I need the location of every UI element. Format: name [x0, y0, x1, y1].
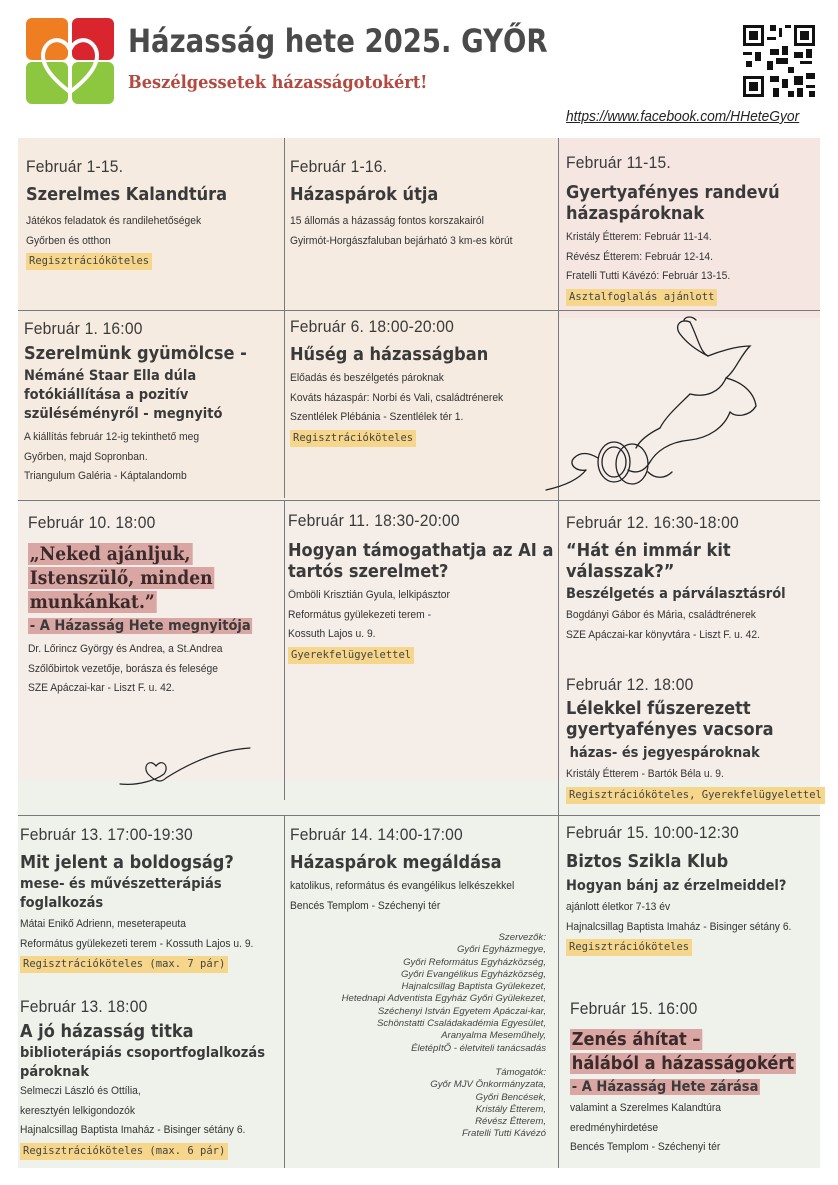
event-subtitle: Beszélgetés a párválasztásról [566, 586, 786, 602]
event-detail: Játékos feladatok és randilehetőségek [26, 215, 202, 227]
event-detail: Triangulum Galéria - Káptalandomb [24, 470, 187, 482]
event-detail: Református gyülekezeti terem - [288, 608, 432, 621]
dove-rings-illustration [540, 312, 800, 498]
event-date: Február 15. 16:00 [570, 999, 698, 1018]
event-title: hálából a házasságokért [571, 1053, 795, 1074]
event-title: Hűség a házasságban [290, 344, 489, 365]
page-subtitle: Beszélgessetek házasságotokért! [128, 72, 428, 93]
grid-line [284, 138, 285, 498]
event-date: Február 13. 18:00 [20, 997, 148, 1016]
event-detail: SZE Apáczai-kar könyvtára - Liszt F. u. 42. [566, 628, 760, 641]
event-date: Február 13. 17:00-19:30 [20, 825, 193, 844]
event-subtitle: biblioterápiás csoportfoglalkozás [20, 1045, 265, 1061]
event-card [20, 824, 274, 973]
event-subtitle: Némáné Staar Ella dúla [24, 368, 197, 384]
event-title: gyertyafényes vacsora [566, 719, 774, 740]
event-card [24, 318, 272, 487]
event-detail: eredményhirdetése [570, 1121, 659, 1134]
event-title: Hogyan támogathatja az AI a [288, 540, 554, 561]
event-card [290, 316, 522, 447]
event-detail: SZE Apáczai-kar - Liszt F. u. 42. [28, 682, 175, 694]
event-detail: Hajnalcsillag Baptista Imaház - Bisinger sétány 6. [20, 1124, 246, 1136]
event-detail: Hajnalcsillag Baptista Imaház - Bisinger sétány 6. [566, 920, 792, 933]
event-title: Házaspárok megáldása [290, 852, 502, 873]
facebook-link[interactable]: https://www.facebook.com/HHeteGyor [566, 108, 800, 125]
reservation-badge: Asztalfoglalás ajánlott [566, 289, 717, 306]
event-detail: Révész Étterem: Február 12-14. [566, 250, 714, 263]
heart-doodle-icon [118, 744, 258, 794]
event-detail: Mátai Enikő Adrienn, meseterapeuta [20, 918, 186, 930]
event-date: Február 12. 18:00 [566, 675, 694, 694]
event-detail: Bencés Templom - Széchenyi tér [290, 899, 441, 912]
organizer-item: Hajnalcsillag Baptista Gyülekezet, [401, 981, 546, 993]
event-detail: Kristály Étterem - Bartók Béla u. 9. [566, 768, 724, 780]
event-quote: „Neked ajánljuk, [29, 543, 191, 565]
event-date: Február 1. 16:00 [24, 319, 143, 338]
event-title: Gyertyafényes randevú [566, 182, 780, 203]
event-detail: 15 állomás a házasság fontos korszakairól [290, 215, 484, 227]
organizer-item: Győri Református Egyházközség, [403, 956, 546, 968]
organizers-block [286, 932, 546, 1141]
qr-code-icon [740, 22, 818, 100]
organizer-item: Győri Evangélikus Egyházközség, [400, 968, 546, 980]
registration-badge: Regisztrációköteles (max. 6 pár) [20, 1143, 228, 1160]
event-detail: Kristály Étterem: Február 11-14. [566, 231, 712, 243]
event-detail: Református gyülekezeti terem - Kossuth Lajos u. 9. [20, 937, 254, 950]
event-detail: Kossuth Lajos u. 9. [288, 628, 376, 640]
event-date: Február 15. 10:00-12:30 [566, 823, 739, 842]
grid-line [18, 500, 820, 501]
event-detail: Gyirmót-Horgászfaluban bejárható 3 km-es körút [290, 234, 513, 247]
event-detail: Szőlőbirtok vezetője, borásza és felesége [28, 662, 218, 675]
event-quote: munkánkat.” [29, 591, 155, 613]
supporter-item: Győr MJV Önkormányzata, [430, 1079, 546, 1091]
event-subtitle: mese- és művészetterápiás [20, 876, 222, 892]
event-title: tartós szerelmet? [288, 561, 449, 582]
childcare-badge: Gyerekfelügyelettel [288, 647, 414, 664]
event-title: válasszak?” [566, 561, 675, 582]
event-date: Február 6. 18:00-20:00 [290, 317, 455, 336]
event-detail: Ömböli Krisztián Gyula, lelkipásztor [288, 589, 450, 601]
event-card [566, 512, 810, 645]
event-subtitle: pároknak [20, 1064, 90, 1080]
event-detail: Bencés Templom - Széchenyi tér [570, 1141, 721, 1153]
event-title: Szerelmünk gyümölcse - [24, 343, 247, 364]
grid-line [18, 310, 820, 311]
registration-badge: Regisztrációköteles [566, 939, 692, 956]
supporter-item: Kristály Étterem, [475, 1103, 546, 1115]
event-date: Február 12. 16:30-18:00 [566, 513, 739, 532]
event-subtitle: fotókiállítása a pozitív [24, 387, 189, 403]
event-date: Február 11-15. [566, 153, 671, 172]
event-card [288, 510, 583, 664]
registration-badge: Regisztrációköteles, Gyerekfelügyelettel [566, 787, 825, 804]
registration-badge: Regisztrációköteles [290, 430, 416, 447]
event-subtitle: - A Házasság Hete zárása [571, 1079, 759, 1095]
supporter-item: Fratelli Tutti Kávézó [461, 1128, 546, 1140]
event-title: Biztos Szikla Klub [566, 851, 729, 872]
event-detail: Dr. Lőrincz György és Andrea, a St.Andrea [28, 643, 223, 655]
organizer-item: Hetednapi Adventista Egyház Győri Gyülekezet, [341, 993, 546, 1005]
grid-line [18, 815, 820, 816]
organizers-label: Szervezők: [498, 932, 546, 943]
event-detail: Kováts házaspár: Norbi és Vali, családtrénerek [290, 391, 504, 404]
event-subtitle: házas- és jegyespároknak [569, 745, 760, 761]
event-subtitle: Hogyan bánj az érzelmeiddel? [566, 878, 787, 894]
event-detail: Fratelli Tutti Kávézó: Február 13-15. [566, 270, 731, 282]
event-card [566, 822, 811, 956]
heart-logo-icon [26, 18, 114, 104]
organizer-item: Győri Egyházmegye, [456, 944, 546, 956]
event-card [28, 512, 277, 699]
event-title: Zenés áhítat – [571, 1029, 701, 1050]
event-detail: katolikus, református és evangélikus lelkészekkel [290, 880, 515, 892]
event-subtitle: szüléséményről - megnyitó [24, 406, 223, 422]
event-detail: Előadás és beszélgetés pároknak [290, 372, 444, 384]
event-card [566, 674, 825, 804]
event-date: Február 1-16. [290, 157, 388, 176]
event-card [20, 996, 292, 1160]
event-quote: Istenszülő, minden [29, 567, 213, 589]
event-card [570, 998, 821, 1158]
event-detail: Bogdányi Gábor és Mária, családtrénerek [566, 609, 756, 621]
event-title: házaspároknak [566, 203, 705, 224]
event-detail: keresztyén lelkigondozók [20, 1104, 135, 1117]
event-date: Február 14. 14:00-17:00 [290, 825, 463, 844]
supporters-label: Támogatók: [495, 1066, 546, 1078]
registration-badge: Regisztrációköteles (max. 7 pár) [20, 956, 228, 973]
organizer-item: ÉletépItŐ - életviteli tanácsadás [411, 1042, 546, 1054]
grid-line [284, 500, 285, 800]
event-subtitle: foglalkozás [20, 895, 104, 911]
event-title: “Hát én immár kit [566, 540, 731, 561]
event-detail: valamint a Szerelmes Kalandtúra [570, 1102, 722, 1114]
event-detail: Selmeczi László és Ottília, [20, 1085, 141, 1097]
event-detail: A kiállítás február 12-ig tekinthető meg [24, 431, 200, 443]
event-date: Február 10. 18:00 [28, 513, 156, 532]
supporter-item: Győri Bencések, [475, 1091, 546, 1103]
event-title: Lélekkel fűszerezett [566, 698, 751, 719]
organizer-item: Széchenyi István Egyetem Apáczai-kar, [377, 1005, 546, 1017]
organizer-item: Schönstatti Családakadémia Egyesület, [376, 1018, 546, 1030]
event-subtitle: - A Házasság Hete megnyitója [29, 618, 251, 634]
event-card [26, 156, 249, 270]
event-date: Február 1-15. [26, 157, 124, 176]
supporter-item: Révész Étterem, [475, 1116, 546, 1128]
event-detail: Szentlélek Plébánia - Szentlélek tér 1. [290, 411, 464, 423]
event-title: A jó házasság titka [20, 1021, 194, 1042]
event-date: Február 11. 18:30-20:00 [288, 511, 460, 530]
event-title: Szerelmes Kalandtúra [26, 184, 228, 205]
event-title: Házaspárok útja [290, 184, 439, 205]
event-title: Mit jelent a boldogság? [20, 852, 234, 873]
event-detail: ajánlott életkor 7-13 év [566, 901, 671, 913]
registration-badge: Regisztrációköteles [26, 253, 152, 270]
event-card [290, 156, 532, 251]
event-detail: Győrben, majd Sopronban. [24, 450, 148, 463]
event-detail: Győrben és otthon [26, 234, 111, 247]
event-card [290, 824, 534, 916]
event-card [566, 152, 803, 306]
organizer-item: Aranyalma Meseműhely, [441, 1030, 546, 1042]
page-title: Házasság hete 2025. GYŐR [128, 22, 548, 60]
